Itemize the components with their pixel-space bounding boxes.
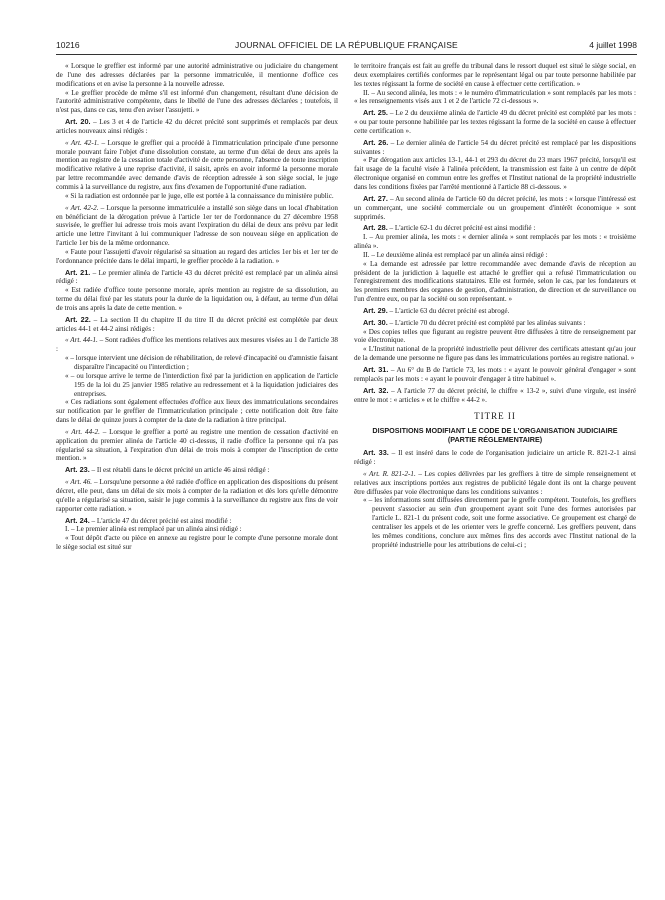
paragraph: « Par dérogation aux articles 13-1, 44-1 et 293 du décret du 23 mars 1967 précité, lorsqu'il est fait usage de la faculté visée à l'alinéa précédent, la transmission est faite à un centre de dépôt électronique organisé en commun entre les greffes et l'Institut national de la propriété industrielle dans les conditions fixées par l'arrêté mentionné à l'article 88 ci-dessous. » [354, 156, 636, 191]
right-column [354, 62, 636, 888]
article-28 [354, 224, 636, 233]
article-r-821-2-1 [354, 470, 636, 497]
article-label: Art. 32. [363, 385, 389, 395]
article-text: – A l'article 77 du décret précité, le chiffre « 13-2 », suivi d'une virgule, est inséré entre le mot : « articles » et le chiffre « 44-2 ». [354, 386, 636, 404]
article-label: Art. 33. [363, 448, 389, 458]
article-22 [56, 316, 338, 334]
article-label: Art. 25. [363, 108, 388, 118]
paragraph: II. – Le deuxième alinéa est remplacé par un alinéa ainsi rédigé : [363, 250, 548, 259]
article-text: – Les copies délivrées par les greffiers à titre de simple renseignement et relatives aux inscriptions portées aux registres de publicité légale dont ils ont la charge peuvent être diffusées par voie électronique dans les conditions suivantes : [354, 469, 636, 496]
issue-date: 4 juillet 1998 [589, 40, 637, 50]
article-label: Art. 20. [65, 117, 91, 127]
article-text: – La section II du chapitre II du titre II du décret précité est complétée par deux articles 44-1 et 44-2 ainsi rédigés : [56, 315, 338, 333]
article-text: – Le premier alinéa de l'article 43 du décret précité est remplacé par un alinéa ainsi rédigé : [56, 268, 338, 286]
list-item: « – les informations sont diffusées directement par le greffe compétent. Toutefois, les greffiers peuvent s'associer au sein d'un groupement ayant soit l'une des formes autorisées par l'article L. 821-1 du présent code, soit une forme associative. Ce groupement est chargé de centraliser les appels et de les orienter vers le greffe concerné. Les greffiers peuvent, dans les mêmes conditions, conclure aux mêmes fins des accords avec l'Institut national de la propriété industrielle pour les attributions de celui-ci ; [363, 496, 636, 549]
article-text: – Il est inséré dans le code de l'organisation judiciaire un article R. 821-2-1 ainsi rédigé : [354, 449, 636, 467]
paragraph: « Si la radiation est ordonnée par le juge, elle est portée à la connaissance du ministère public. [65, 191, 334, 200]
title-heading: TITRE II [474, 411, 516, 422]
article-23 [56, 466, 338, 475]
article-label: Art. 22. [65, 314, 91, 324]
article-label: Art. 21. [65, 267, 91, 277]
article-42-1 [56, 139, 338, 192]
header-rule [56, 54, 637, 55]
article-text: – Lorsque la personne immatriculée a installé son siège dans un local d'habitation en bénéficiant de la dérogation prévue à l'article 1er ter de l'ordonnance du 27 décembre 1958 susvisée, le greffier lui adresse trois mois avant l'expiration du délai de deux ans prévu par ledit article une lettre l'invitant à lui communiquer l'adresse de son nouveau siège en application de l'article 1er bis de la même ordonnance. [56, 203, 338, 248]
paragraph: « La demande est adressée par lettre recommandée avec demande d'avis de réception au président de la juridiction à laquelle est attaché le greffier qui a refusé l'immatriculation ou l'enregistrement des modifications statutaires. Elle est formée, selon le cas, par les fondateurs et les premiers membres des organes de gestion, d'administration, de direction et de surveillance ou l'un d'entre eux, ou par la société ou son représentant. » [354, 259, 636, 304]
article-text: – Sont radiées d'office les mentions relatives aux mesures visées au 1 de l'article 38 : [56, 336, 338, 354]
article-label: Art. 28. [363, 223, 388, 233]
article-label: Art. 23. [65, 465, 90, 475]
article-text: – Lorsque le greffier qui a procédé à l'immatriculation principale d'une personne morale pouvant faire l'objet d'une dissolution constate, au terme d'un délai de deux ans après la mention au registre de la cessation totale d'activité de cette personne, l'absence de toute inscription modificative relative à une reprise d'activité, il saisit, après en avoir informé la personne morale par lettre recommandée avec demande d'avis de réception adressée à son siège social, le juge commis à la surveillance du registre, aux fins d'examen de l'opportunité d'une radiation. [56, 138, 338, 191]
article-text: – Lorsqu'une personne a été radiée d'office en application des dispositions du présent décret, elle peut, dans un délai de six mois à compter de la radiation et dès lors qu'elle démontre qu'elle a régularisé sa situation, saisir le juge commis à la surveillance du registre aux fins de voir rapporter cette radiation. » [56, 478, 338, 513]
article-label: Art. 24. [65, 515, 90, 525]
article-30 [354, 319, 636, 328]
article-31 [354, 366, 636, 384]
article-21 [56, 269, 338, 287]
list-item: « – lorsque intervient une décision de réhabilitation, de relevé d'incapacité ou d'amnistie faisant disparaître l'incapacité ou l'interdiction ; [65, 354, 338, 371]
article-44-2 [56, 428, 338, 463]
article-text: – L'article 47 du décret précité est ainsi modifié : [89, 516, 232, 525]
article-label: « Art. 44-1. [65, 336, 98, 345]
journal-title: JOURNAL OFFICIEL DE LA RÉPUBLIQUE FRANÇAISE [235, 40, 458, 50]
paragraph: « Est radiée d'office toute personne morale, après mention au registre de sa dissolution, au terme du délai fixé par les statuts pour la durée de la liquidation ou, à défaut, au terme d'un délai de trois ans après la date de cette mention. » [56, 286, 338, 312]
paragraph: « Faute pour l'assujetti d'avoir régularisé sa situation au regard des articles 1er bis et 1er ter de l'ordonnance précitée dans le délai imparti, le greffier procède à la radiation. » [56, 247, 338, 265]
article-29 [354, 307, 636, 316]
article-text: – L'article 63 du décret précité est abrogé. [387, 306, 510, 315]
article-label: Art. 27. [363, 193, 388, 203]
paragraph: « L'Institut national de la propriété industrielle peut délivrer des certificats attestant qu'au jour de la demande une personne ne figure pas dans les immatriculations portées au registre national. » [354, 345, 636, 363]
article-33 [354, 449, 636, 467]
article-42-2 [56, 204, 338, 248]
paragraph: « Ces radiations sont également effectuées d'office aux lieux des immatriculations secondaires sur notification par le greffier de l'immatriculation principale ; cette notification doit être faite dans le délai de quinze jours à compter de la date de la radiation à titre principal. [56, 398, 338, 425]
article-label: Art. 29. [363, 305, 388, 315]
paragraph: « Lorsque le greffier est informé par une autorité administrative ou judiciaire du changement de l'une des adresses déclarées par la personne immatriculée, il mentionne d'office ces modifications et en avise la personne à la nouvelle adresse. [56, 62, 338, 88]
list [56, 354, 338, 398]
article-text: – Il est rétabli dans le décret précité un article 46 ainsi rédigé : [89, 466, 270, 475]
paragraph: II. – Au second alinéa, les mots : « le numéro d'immatriculation » sont remplacés par les mots : « les renseignements visés aux 1 et 2 de l'article 72 ci-dessous ». [354, 88, 636, 106]
list-item: « – ou lorsque arrive le terme de l'interdiction fixé par la juridiction en application de l'article 195 de la loi du 25 janvier 1985 relative au redressement et à la liquidation judiciaires des entreprises. [65, 371, 338, 398]
article-label: Art. 31. [363, 365, 389, 374]
article-text: – Le 2 du deuxième alinéa de l'article 49 du décret précité est complété par les mots : « ou par toute personne habilitée par les textes régissant la forme de la société en cause à effectuer cette certification ». [354, 109, 636, 135]
article-text: – L'article 62-1 du décret précité est ainsi modifié : [387, 224, 536, 233]
article-46 [56, 478, 338, 513]
left-column [56, 62, 338, 888]
section-heading: DISPOSITIONS MODIFIANT LE CODE DE L'ORGANISATION JUDICIAIRE (PARTIE RÉGLEMENTAIRE) [372, 426, 618, 445]
article-44-1 [56, 336, 338, 354]
article-label: Art. 30. [363, 317, 388, 327]
article-text: – Le dernier alinéa de l'article 54 du décret précité est remplacé par les dispositions suivantes : [354, 138, 636, 156]
paragraph: I. – Le premier alinéa est remplacé par un alinéa ainsi rédigé : [65, 525, 242, 534]
article-24 [56, 517, 338, 526]
article-20 [56, 118, 338, 136]
article-27 [354, 195, 636, 222]
article-label: « Art. 42-1. [65, 138, 100, 147]
page-header [56, 40, 637, 54]
article-text: – Au 6° du B de l'article 73, les mots : « ayant le pouvoir général d'engager » sont remplacés par les mots : « ayant le pouvoir d'engager à titre habituel ». [354, 366, 636, 383]
page-number: 10216 [56, 40, 80, 50]
paragraph: « Le greffier procède de même s'il est informé d'un changement, résultant d'une décision de l'autorité administrative compétente, dans le libellé de l'une des adresses déclarées ; toutefois, il n'est pas, dans ce cas, tenu d'en aviser l'assujetti. » [56, 88, 338, 115]
paragraph: I. – Au premier alinéa, les mots : « dernier alinéa » sont remplacés par les mots : « troisième alinéa ». [354, 233, 636, 251]
article-text: – Les 3 et 4 de l'article 42 du décret précité sont supprimés et remplacés par deux articles nouveaux ainsi rédigés : [56, 118, 338, 135]
article-label: « Art. 44-2. [65, 427, 100, 436]
article-32 [354, 387, 636, 405]
article-label: « Art. R. 821-2-1. [363, 469, 416, 478]
article-text: – Lorsque le greffier a porté au registre une mention de cessation d'activité en application du premier alinéa de l'article 40 ci-dessus, il radie d'office la personne qui n'a pas régularisé sa situation, à l'expiration d'un délai de trois mois à compter de l'inscription de cette mention. » [56, 427, 338, 463]
article-25 [354, 109, 636, 136]
article-text: – L'article 70 du décret précité est complété par les alinéas suivants : [387, 318, 586, 327]
article-label: Art. 26. [363, 137, 389, 147]
paragraph: « Tout dépôt d'acte ou pièce en annexe au registre pour le compte d'une personne morale dont le siège social est situé sur [56, 534, 338, 552]
article-26 [354, 139, 636, 157]
paragraph: le territoire français est fait au greffe du tribunal dans le ressort duquel est situé le siège social, en deux exemplaires certifiés conformes par le représentant légal ou par toute personne habilitée par les textes régissant la forme de société en cause à effectuer cette certification. » [354, 62, 636, 88]
article-text: – Au second alinéa de l'article 60 du décret précité, les mots : « lorsque l'intéressé est un commerçant, une société commerciale ou un groupement d'intérêt économique » sont supprimés. [354, 194, 636, 221]
list [354, 496, 636, 549]
article-label: « Art. 42-2. [65, 203, 99, 212]
article-label: « Art. 46. [65, 478, 93, 487]
paragraph: « Des copies telles que figurant au registre peuvent être diffusées à titre de renseignement par voie électronique. [354, 327, 636, 345]
